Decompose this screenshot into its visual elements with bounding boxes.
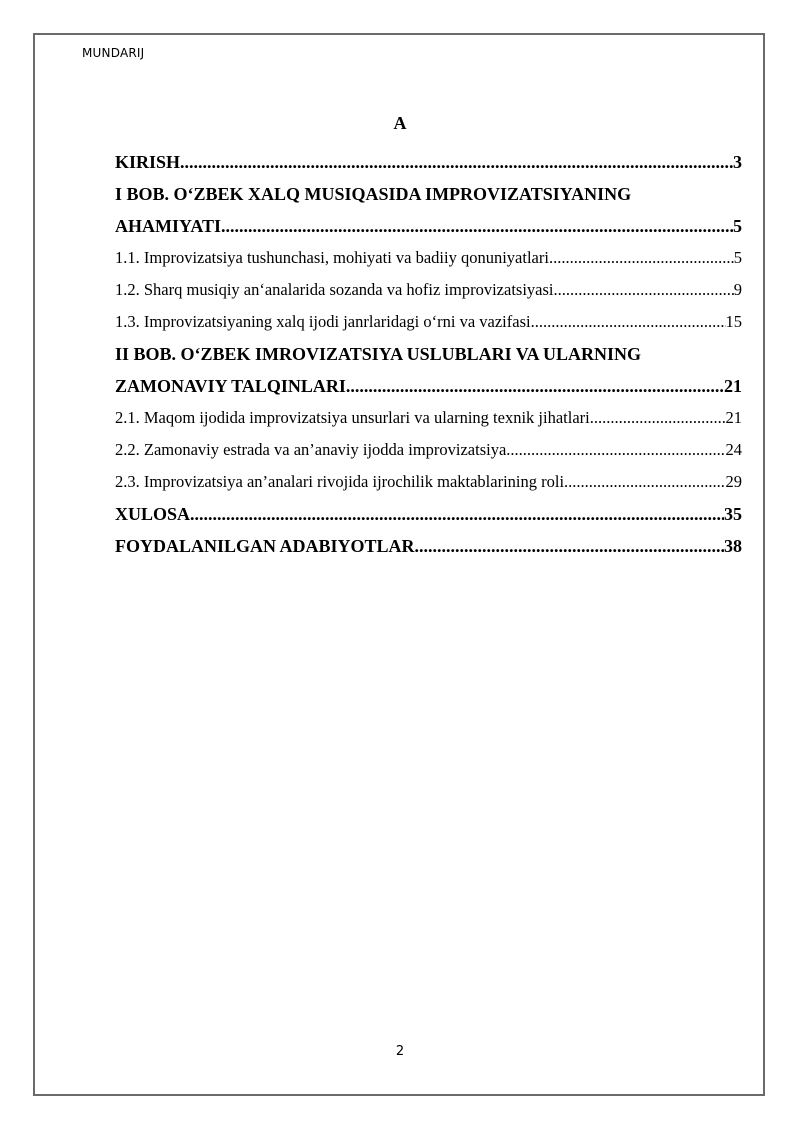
dot-leader: [221, 212, 733, 240]
toc-entry-page: 38: [724, 536, 742, 556]
toc-title: A: [393, 113, 407, 133]
toc-entry-page: 5: [733, 216, 742, 236]
dot-leader: [554, 276, 734, 304]
toc-entry-chapter-1-title[interactable]: [115, 180, 742, 212]
toc-entry-label: AHAMIYATI: [115, 216, 222, 236]
dot-leader: [506, 436, 725, 464]
dot-leader: [549, 244, 734, 272]
toc-entry-2-3[interactable]: [115, 468, 742, 500]
toc-entry-page: 24: [725, 440, 742, 459]
header-label: MUNDARIJ: [82, 46, 145, 60]
toc-entry-label: ZAMONAVIY TALQINLARI: [115, 376, 346, 396]
toc-entry-label: 1.2. Sharq musiqiy an‘analarida sozanda va hofiz improvizatsiyasi: [115, 280, 554, 299]
toc-entry-1-2[interactable]: [115, 276, 742, 308]
dot-leader: [564, 468, 725, 496]
toc-entry-chapter-2[interactable]: [115, 372, 742, 404]
toc-entry-bibliography[interactable]: [115, 532, 742, 564]
dot-leader: [190, 500, 724, 528]
dot-leader: [180, 148, 733, 176]
toc-entry-label: 2.1. Maqom ijodida improvizatsiya unsurlari va ularning texnik jihatlari: [115, 408, 590, 427]
toc-entry-kirish[interactable]: [115, 148, 742, 180]
toc-entry-label: 1.1. Improvizatsiya tushunchasi, mohiyati va badiiy qonuniyatlari: [115, 248, 549, 267]
toc-entry-label: 2.3. Improvizatsiya an’analari rivojida ijrochilik maktablarining roli: [115, 472, 565, 491]
toc-entry-label: 2.2. Zamonaviy estrada va an’anaviy ijodda improvizatsiya: [115, 440, 507, 459]
toc-entry-label: II BOB. O‘ZBEK IMROVIZATSIYA USLUBLARI VA ULARNING: [115, 344, 641, 364]
toc-entry-label: 1.3. Improvizatsiyaning xalq ijodi janrlaridagi o‘rni va vazifasi: [115, 312, 531, 331]
toc-entry-label: I BOB. O‘ZBEK XALQ MUSIQASIDA IMPROVIZATSIYANING: [115, 184, 632, 204]
toc-entry-2-2[interactable]: [115, 436, 742, 468]
toc-entry-page: 29: [725, 472, 742, 491]
toc-entry-page: 3: [733, 152, 742, 172]
toc-entry-label: XULOSA: [115, 504, 191, 524]
toc-entry-2-1[interactable]: [115, 404, 742, 436]
toc-entry-page: 35: [724, 504, 742, 524]
toc-entry-page: 21: [724, 376, 742, 396]
dot-leader: [415, 532, 724, 560]
toc-entry-page: 5: [733, 248, 742, 267]
page-number: 2: [395, 1044, 405, 1059]
toc-entry-page: 9: [733, 280, 742, 299]
table-of-contents: [115, 148, 742, 564]
toc-entry-chapter-1[interactable]: [115, 212, 742, 244]
toc-entry-label: KIRISH: [115, 152, 181, 172]
toc-entry-page: 15: [725, 312, 742, 331]
dot-leader: [346, 372, 724, 400]
dot-leader: [531, 308, 726, 336]
toc-entry-chapter-2-title[interactable]: [115, 340, 742, 372]
toc-entry-1-1[interactable]: [115, 244, 742, 276]
toc-entry-page: 21: [725, 408, 742, 427]
toc-entry-1-3[interactable]: [115, 308, 742, 340]
toc-entry-label: FOYDALANILGAN ADABIYOTLAR: [115, 536, 415, 556]
toc-entry-xulosa[interactable]: [115, 500, 742, 532]
dot-leader: [590, 404, 726, 432]
